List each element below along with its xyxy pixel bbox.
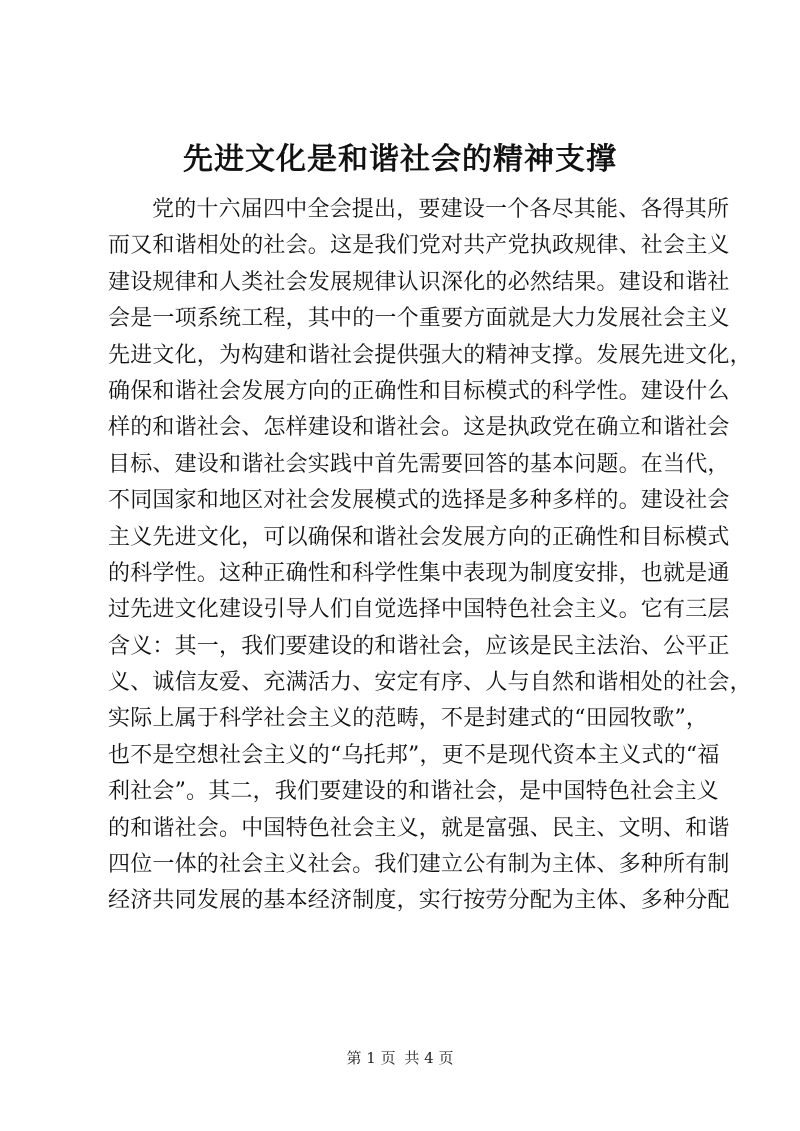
paragraph-line: 目标、建设和谐社会实践中首先需要回答的基本问题。在当代， xyxy=(108,451,730,477)
paragraph-line: 主义先进文化，可以确保和谐社会发展方向的正确性和目标模式 xyxy=(108,524,730,550)
paragraph-line: 经济共同发展的基本经济制度，实行按劳分配为主体、多种分配 xyxy=(108,888,730,914)
paragraph-line: 党的十六届四中全会提出，要建设一个各尽其能、各得其所 xyxy=(152,197,730,222)
document-body xyxy=(108,192,752,920)
paragraph-line: 会是一项系统工程，其中的一个重要方面就是大力发展社会主义 xyxy=(108,306,730,332)
paragraph-line: 含义：其一，我们要建设的和谐社会，应该是民主法治、公平正 xyxy=(108,633,730,659)
paragraph-line: 实际上属于科学社会主义的范畴，不是封建式的“田园牧歌”， xyxy=(108,706,709,732)
page-number: 第 1 页 xyxy=(346,1049,396,1067)
paragraph-line: 建设规律和人类社会发展规律认识深化的必然结果。建设和谐社 xyxy=(108,269,730,295)
paragraph-line: 的和谐社会。中国特色社会主义，就是富强、民主、文明、和谐 xyxy=(108,815,730,841)
paragraph-line: 先进文化，为构建和谐社会提供强大的精神支撑。发展先进文化， xyxy=(108,342,752,368)
document-title: 先进文化是和谐社会的精神支撑 xyxy=(183,142,617,177)
page-footer xyxy=(0,1048,800,1068)
paragraph-line: 不同国家和地区对社会发展模式的选择是多种多样的。建设社会 xyxy=(108,488,730,514)
paragraph-line: 义、诚信友爱、充满活力、安定有序、人与自然和谐相处的社会， xyxy=(108,670,752,696)
paragraph-line: 而又和谐相处的社会。这是我们党对共产党执政规律、社会主义 xyxy=(108,233,730,259)
paragraph-line: 过先进文化建设引导人们自觉选择中国特色社会主义。它有三层 xyxy=(108,597,730,623)
paragraph-line: 也不是空想社会主义的“乌托邦”，更不是现代资本主义式的“福 xyxy=(108,742,720,768)
paragraph-line: 确保和谐社会发展方向的正确性和目标模式的科学性。建设什么 xyxy=(108,378,730,404)
paragraph-line: 样的和谐社会、怎样建设和谐社会。这是执政党在确立和谐社会 xyxy=(108,415,730,441)
paragraph-line: 的科学性。这种正确性和科学性集中表现为制度安排，也就是通 xyxy=(108,560,730,586)
page-total: 共 4 页 xyxy=(404,1049,454,1067)
paragraph-line: 四位一体的社会主义社会。我们建立公有制为主体、多种所有制 xyxy=(108,852,730,878)
paragraph-line: 利社会”。其二，我们要建设的和谐社会，是中国特色社会主义 xyxy=(108,779,719,805)
